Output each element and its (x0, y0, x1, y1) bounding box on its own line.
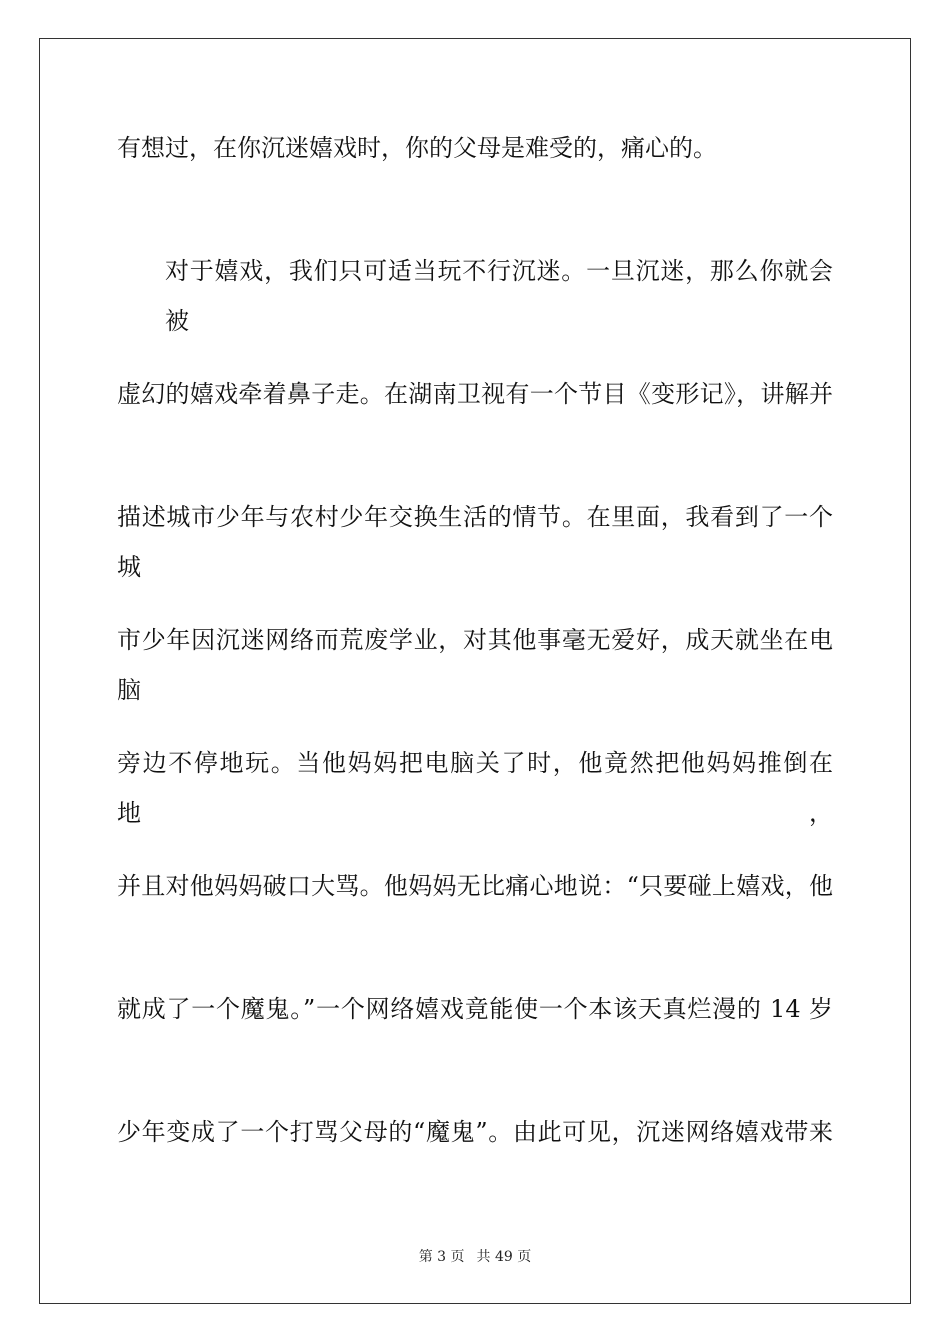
page-number: 第 3 页 (418, 1249, 465, 1265)
text-line: 市少年因沉迷网络而荒废学业，对其他事毫无爱好，成天就坐在电脑 (117, 626, 833, 704)
page-total: 共 49 页 (476, 1249, 532, 1265)
text-line: 并且对他妈妈破口大骂。他妈妈无比痛心地说：“只要碰上嬉戏，他 (117, 872, 833, 900)
text-line: 少年变成了一个打骂父母的“魔鬼”。由此可见，沉迷网络嬉戏带来 (117, 1118, 833, 1146)
document-body (117, 123, 833, 1230)
text-line: 旁边不停地玩。当他妈妈把电脑关了时，他竟然把他妈妈推倒在地， (117, 749, 833, 827)
page-footer (0, 1248, 950, 1266)
text-line: 虚幻的嬉戏牵着鼻子走。在湖南卫视有一个节目《变形记》，讲解并 (117, 380, 833, 408)
text-line: 就成了一个魔鬼。”一个网络嬉戏竟能使一个本该天真烂漫的 14 岁 (117, 995, 833, 1023)
text-line: 有想过，在你沉迷嬉戏时，你的父母是难受的，痛心的。 (117, 134, 717, 162)
text-line: 描述城市少年与农村少年交换生活的情节。在里面，我看到了一个城 (117, 503, 833, 581)
text-line: 对于嬉戏，我们只可适当玩不行沉迷。一旦沉迷，那么你就会被 (165, 257, 833, 335)
